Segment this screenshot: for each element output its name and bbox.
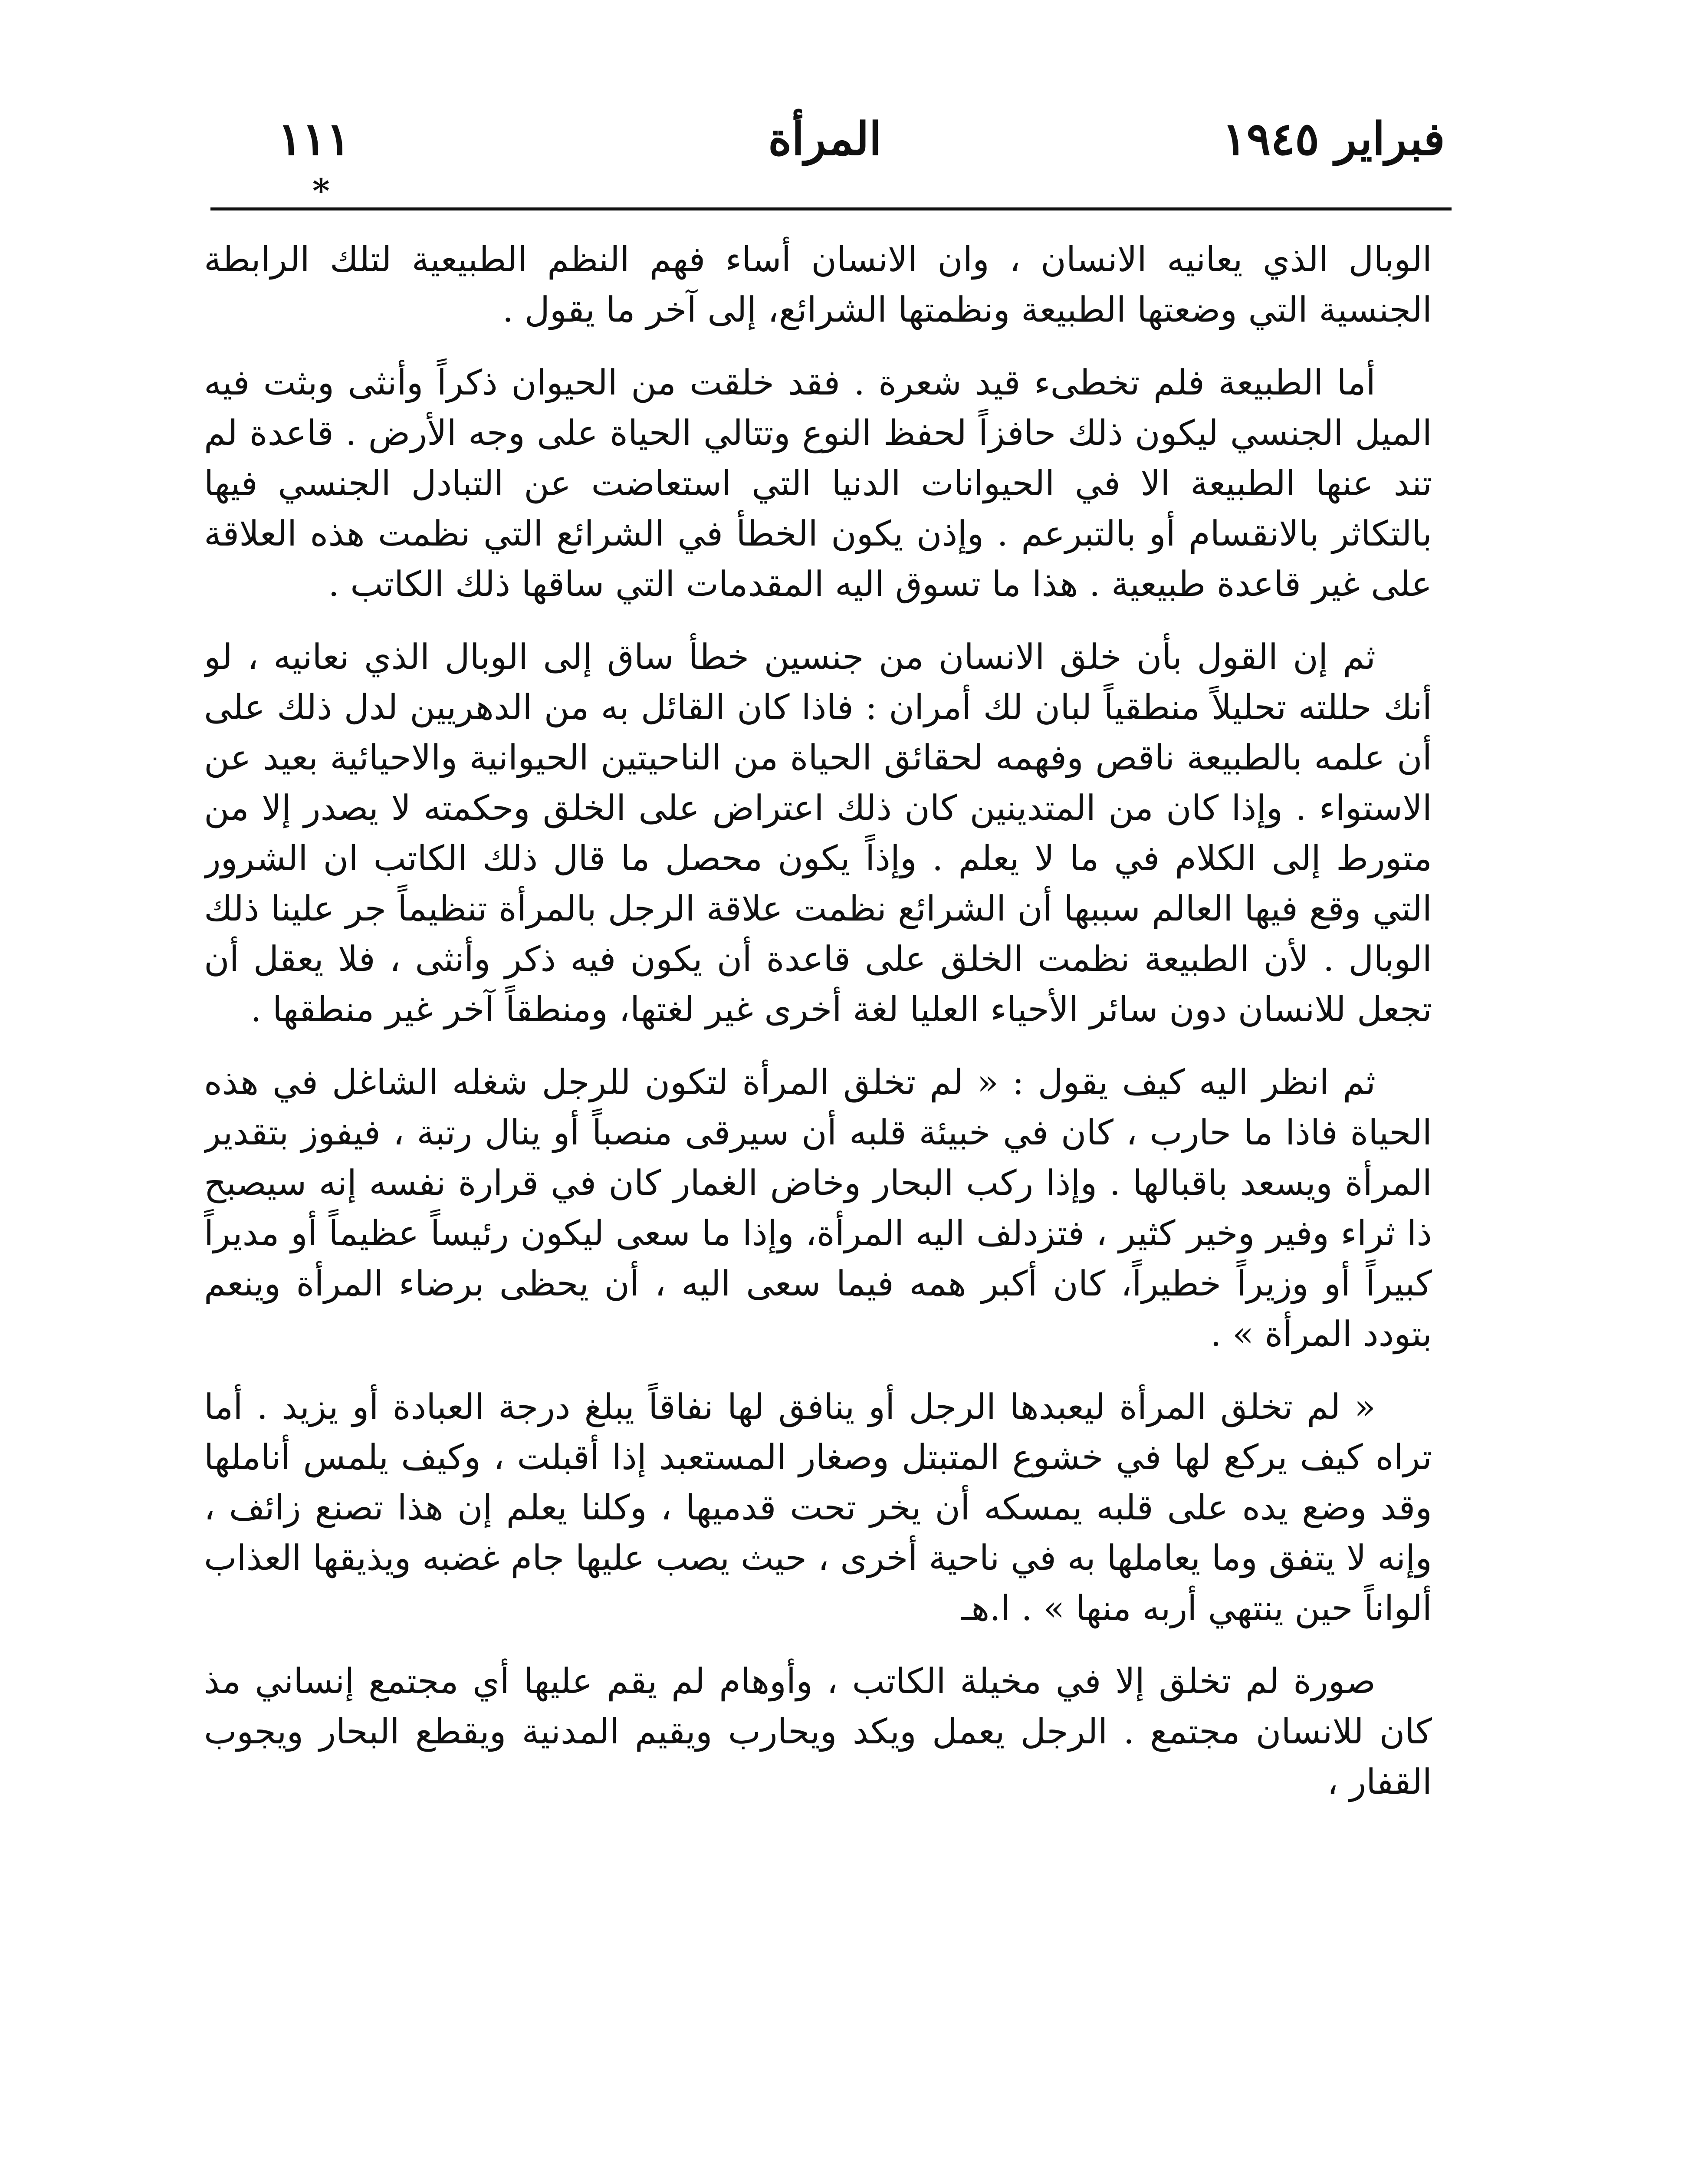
paragraph-6: صورة لم تخلق إلا في مخيلة الكاتب ، وأوهام لم يقم عليها أي مجتمع إنساني مذ كان للانسان مجتمع . الرجل يعمل ويكد ويحارب ويقيم المدنية ويقطع البحار ويجوب القفار ،: [204, 1661, 1432, 1802]
paragraph-5: « لم تخلق المرأة ليعبدها الرجل أو ينافق لها نفاقاً يبلغ درجة العبادة أو يزيد . أما تراه كيف يركع لها في خشوع المتبتل وصغار المستعبد إذا أقبلت ، وكيف يلمس أناملها وقد وضع يده على قلبه يمسكه أن يخر تحت قدميها ، وكلنا يعلم إن هذا تصنع زائف ، وإنه لا يتفق وما يعاملها به في ناحية أخرى ، حيث يصب عليها جام غضبه ويذيقها العذاب ألواناً حين ينتهي أربه منها » . ا.هـ: [204, 1387, 1432, 1628]
article-body: [204, 234, 1432, 2170]
header-rule: [210, 207, 1452, 210]
paragraph-2: أما الطبيعة فلم تخطىء قيد شعرة . فقد خلقت من الحيوان ذكراً وأنثى وبثت فيه الميل الجنسي ليكون ذلك حافزاً لحفظ النوع وتتالي الحياة على وجه الأرض . قاعدة لم تند عنها الطبيعة الا في الحيوانات الدنيا التي استعاضت عن التبادل الجنسي فيها بالتكاثر بالانقسام أو بالتبرعم . وإذن يكون الخطأ في الشرائع التي نظمت هذه العلاقة على غير قاعدة طبيعية . هذا ما تسوق اليه المقدمات التي ساقها ذلك الكاتب .: [204, 362, 1432, 604]
journal-title: المرأة: [768, 112, 882, 165]
page-number: ١١١: [278, 112, 351, 165]
asterisk-ornament: *: [312, 171, 330, 210]
paragraph-3: ثم إن القول بأن خلق الانسان من جنسين خطأ ساق إلى الوبال الذي نعانيه ، لو أنك حللته تحليلاً منطقياً لبان لك أمران : فاذا كان القائل به من الدهريين لدل ذلك على أن علمه بالطبيعة ناقص وفهمه لحقائق الحياة من الناحيتين الحيوانية والاحيائية بعيد عن الاستواء . وإذا كان من المتدينين كان ذلك اعتراض على الخلق وحكمته لا يصدر إلا من متورط إلى الكلام في ما لا يعلم . وإذاً يكون محصل ما قال ذلك الكاتب ان الشرور التي وقع فيها العالم سببها أن الشرائع نظمت علاقة الرجل بالمرأة تنظيماً جر علينا ذلك الوبال . لأن الطبيعة نظمت الخلق على قاعدة أن يكون فيه ذكر وأنثى ، فلا يعقل أن تجعل للانسان دون سائر الأحياء العليا لغة أخرى غير لغتها، ومنطقاً آخر غير منطقها .: [204, 637, 1432, 1029]
paragraph-4: ثم انظر اليه كيف يقول : « لم تخلق المرأة لتكون للرجل شغله الشاغل في هذه الحياة فاذا ما حارب ، كان في خبيئة قلبه أن سيرقى منصباً أو ينال رتبة ، فيفوز بتقدير المرأة ويسعد باقبالها . وإذا ركب البحار وخاض الغمار كان في قرارة نفسه إنه سيصبح ذا ثراء وفير وخير كثير ، فتزدلف اليه المرأة، وإذا ما سعى ليكون رئيساً عظيماً أو مديراً كبيراً أو وزيراً خطيراً، كان أكبر همه فيما سعى اليه ، أن يحظى برضاء المرأة وينعم بتودد المرأة » .: [204, 1062, 1432, 1354]
paragraph-1: الوبال الذي يعانيه الانسان ، وان الانسان أساء فهم النظم الطبيعية لتلك الرابطة الجنسية التي وضعتها الطبيعة ونظمتها الشرائع، إلى آخر ما يقول .: [204, 239, 1432, 330]
page-header: [217, 108, 1445, 182]
issue-date: فبراير ١٩٤٥: [1222, 112, 1445, 165]
